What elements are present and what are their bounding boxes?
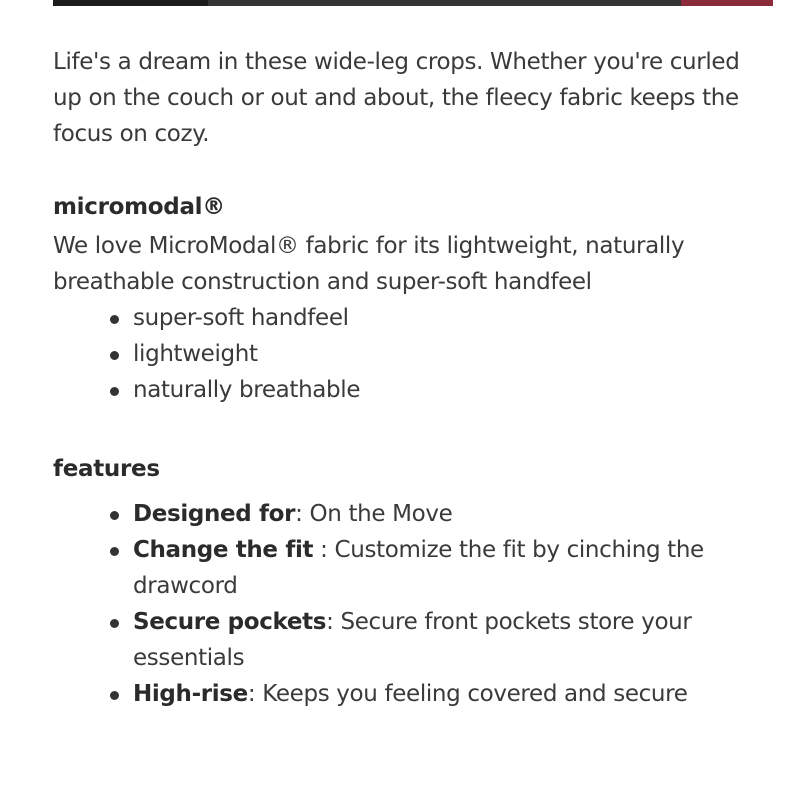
feature-text: On the Move [309, 501, 453, 527]
top-tab-bar [53, 0, 773, 6]
micromodal-description: We love MicroModal® fabric for its lightweight, naturally breathable construction and super-soft handfeel [53, 233, 685, 295]
feature-item-high-rise [107, 676, 773, 712]
tab-bar-segment-left [53, 0, 208, 6]
intro-text: Life's a dream in these wide-leg crops. Whether you're curled up on the couch or out and about, the fleecy fabric keeps the focus on cozy. [53, 49, 740, 147]
feature-item-designed-for [107, 496, 773, 532]
list-item: lightweight [107, 336, 773, 372]
micromodal-heading: micromodal® [53, 194, 225, 220]
feature-label: Change the fit [133, 537, 314, 563]
feature-item-change-the-fit [107, 532, 773, 604]
feature-label: Designed for [133, 501, 296, 527]
feature-text: Secure front pockets store your essentials [133, 609, 692, 671]
feature-separator: : [295, 501, 310, 527]
features-heading: features [53, 456, 160, 482]
feature-separator: : [247, 681, 263, 707]
tab-bar-segment-accent [681, 0, 773, 6]
features-list [53, 496, 773, 712]
feature-label: Secure pockets [133, 609, 327, 635]
feature-text: Customize the fit by cinching the drawcord [133, 537, 704, 599]
feature-item-secure-pockets [107, 604, 773, 676]
list-item: naturally breathable [107, 372, 773, 408]
feature-separator: : [326, 609, 341, 635]
product-description [53, 44, 773, 712]
feature-label: High-rise [133, 681, 248, 707]
list-item: super-soft handfeel [107, 300, 773, 336]
micromodal-bullet-list [53, 300, 773, 408]
tab-bar-segment-middle [208, 0, 681, 6]
feature-text: Keeps you feeling covered and secure [262, 681, 688, 707]
feature-separator: : [313, 537, 335, 563]
